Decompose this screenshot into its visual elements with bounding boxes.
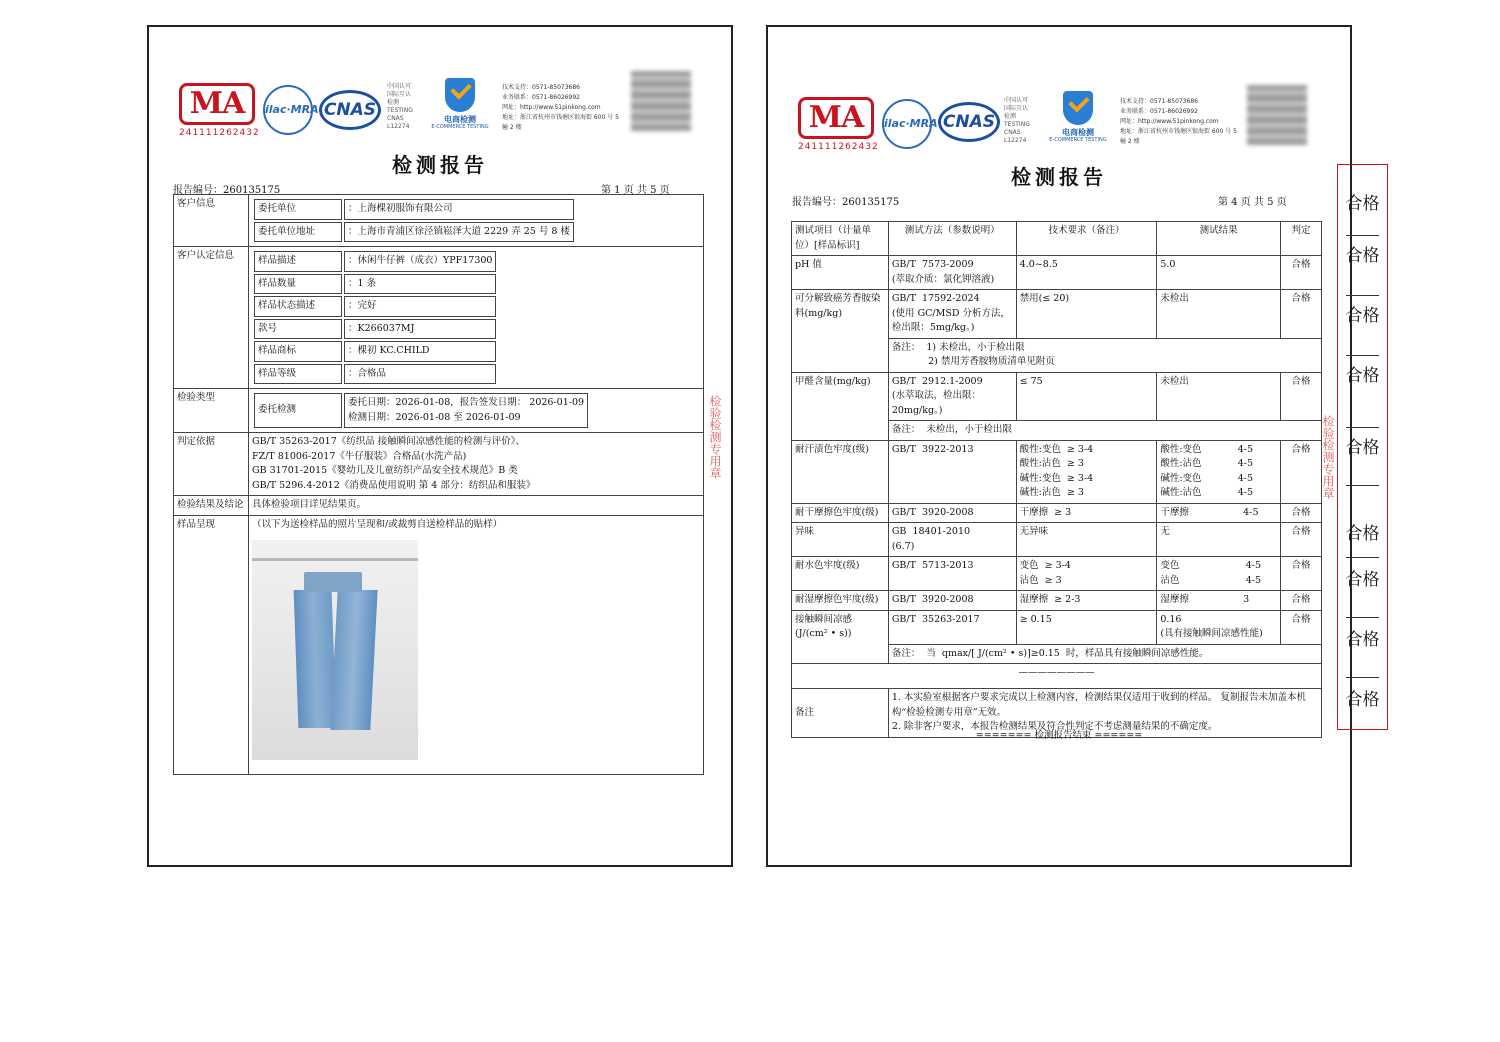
divider: ———————— xyxy=(792,664,1322,689)
contact-info xyxy=(1120,97,1250,147)
verdict-label: 合格 xyxy=(1345,306,1380,326)
divider-row xyxy=(792,664,1322,689)
inspection-type: 委托检测 xyxy=(254,393,342,428)
cnas-caption-line: 国际互认 xyxy=(387,91,412,98)
table-row xyxy=(792,610,1322,644)
client-subtable xyxy=(252,197,576,244)
table-row xyxy=(792,256,1322,290)
field-value: ：K266037MJ xyxy=(344,319,496,340)
verdict-label: 合格 xyxy=(1345,438,1380,458)
test-requirement: 酸性:变色 ≥ 3-4 酸性:沾色 ≥ 3 碱性:变色 ≥ 3-4 碱性:沾色 ≥ 3 xyxy=(1016,440,1157,503)
field-key: 样品数量 xyxy=(254,274,342,295)
test-item: 耐汗渍色牢度(级) xyxy=(792,440,889,503)
column-header: 判定 xyxy=(1281,222,1322,256)
standard-line: FZ/T 81006-2017《牛仔服装》合格品(水洗产品) xyxy=(252,450,467,462)
field-key: 样品描述 xyxy=(254,251,342,272)
row-note: 备注： 当 qmax/[ J/(cm² • s)]≥0.15 时，样品具有接触瞬间凉感性能。 xyxy=(888,644,1321,664)
report-title: 检测报告 xyxy=(1011,165,1107,189)
jeans-leg-left xyxy=(294,590,337,728)
test-item: 甲醛含量(mg/kg) xyxy=(792,372,889,440)
field-value: ：棵初 KC.CHILD xyxy=(344,341,496,362)
cnas-caption-line: 国际互认 xyxy=(1004,105,1029,112)
contact-line: 地址：浙江省杭州市钱塘区银海街 600 号 5 xyxy=(502,114,619,121)
table-row xyxy=(792,440,1322,503)
test-result: 0.16 (具有接触瞬间凉感性能) xyxy=(1157,610,1281,644)
basis-label: 判定依据 xyxy=(174,433,249,496)
inspection-dates xyxy=(344,393,588,428)
test-method: GB/T 3920-2008 xyxy=(888,591,1016,611)
table-header-row xyxy=(792,222,1322,256)
field-key: 委托单位地址 xyxy=(254,222,342,243)
cnas-caption-line: CNAS L12274 xyxy=(387,115,410,130)
field-key: 样品商标 xyxy=(254,341,342,362)
column-header: 测试方法（参数说明） xyxy=(888,222,1016,256)
test-results-body xyxy=(792,222,1322,738)
field-value: ：完好 xyxy=(344,296,496,317)
test-verdict: 合格 xyxy=(1281,372,1322,421)
qr-code xyxy=(1247,85,1307,145)
test-verdict: 合格 xyxy=(1281,591,1322,611)
test-requirement: 变色 ≥ 3-4 沾色 ≥ 3 xyxy=(1016,557,1157,591)
report-info-table xyxy=(173,194,704,775)
verdict-divider xyxy=(1346,355,1379,356)
verdict-label: 合格 xyxy=(1345,366,1380,386)
field-value: ：合格品 xyxy=(344,364,496,385)
row-note: 备注： 1) 未检出，小于检出限 2) 禁用芳香胺物质清单见附页 xyxy=(888,338,1321,372)
test-result: 干摩擦 4-5 xyxy=(1157,503,1281,523)
test-result: 未检出 xyxy=(1157,372,1281,421)
qr-code xyxy=(631,71,691,131)
field-key: 款号 xyxy=(254,319,342,340)
cma-number: 241111262432 xyxy=(179,128,260,138)
test-item: 接触瞬间凉感 (J/(cm² • s)) xyxy=(792,610,889,664)
cnas-caption-line: 检测 xyxy=(387,99,400,106)
ilac-mra-logo: ilac·MRA xyxy=(263,85,313,135)
sample-values xyxy=(249,247,704,389)
cnas-caption-line: 检测 xyxy=(1004,113,1017,120)
verdict-column xyxy=(1337,164,1388,730)
standard-line: GB/T 5296.4-2012《消费品使用说明 第 4 部分：纺织品和服装》 xyxy=(252,479,536,491)
verdict-label: 合格 xyxy=(1345,194,1380,214)
ilac-mra-logo: ilac·MRA xyxy=(882,99,932,149)
test-requirement: 4.0~8.5 xyxy=(1016,256,1157,290)
commission-date: 委托日期：2026-01-08，报告签发日期： 2026-01-09 xyxy=(348,397,585,408)
contact-line: 网址：http://www.51pinkong.com xyxy=(502,104,601,111)
field-value: ：休闲牛仔裤（成衣）YPF17300 xyxy=(344,251,496,272)
test-requirement: 干摩擦 ≥ 3 xyxy=(1016,503,1157,523)
contact-line: 技术支持：0571-85073686 xyxy=(502,84,580,91)
cma-logo xyxy=(798,97,878,159)
test-method: GB 18401-2010 (6.7) xyxy=(888,523,1016,557)
ec-label: 电商检测 xyxy=(1062,128,1094,137)
presentation-content xyxy=(249,515,704,774)
contact-line: 业务联系：0571-86026992 xyxy=(502,94,580,101)
table-row xyxy=(792,290,1322,339)
report-title: 检测报告 xyxy=(392,153,488,177)
standard-line: GB/T 35263-2017《纺织品 接触瞬间凉感性能的检测与评价》、 xyxy=(252,436,526,447)
field-value: ：1 条 xyxy=(344,274,496,295)
contact-line: 业务联系：0571-86026992 xyxy=(1120,108,1198,115)
test-item: 耐湿摩擦色牢度(级) xyxy=(792,591,889,611)
presentation-row xyxy=(174,515,704,774)
contact-info xyxy=(502,83,632,133)
test-requirement: 湿摩擦 ≥ 2-3 xyxy=(1016,591,1157,611)
report-number: 报告编号：260135175 xyxy=(792,197,900,208)
table-row xyxy=(792,372,1322,421)
presentation-label: 样品呈现 xyxy=(174,515,249,774)
test-verdict: 合格 xyxy=(1281,440,1322,503)
field-value: ：上海棵初服饰有限公司 xyxy=(344,199,574,220)
contact-line: 技术支持：0571-85073686 xyxy=(1120,98,1198,105)
basis-row xyxy=(174,433,704,496)
test-method: GB/T 3922-2013 xyxy=(888,440,1016,503)
sample-row xyxy=(174,247,704,389)
sample-photo xyxy=(252,540,418,760)
test-verdict: 合格 xyxy=(1281,290,1322,339)
test-method: GB/T 35263-2017 xyxy=(888,610,1016,644)
cnas-mark: CNAS xyxy=(938,102,1000,142)
cnas-caption-line: 中国认可 xyxy=(387,83,412,90)
presentation-note: （以下为送检样品的照片呈现和/或裁剪自送检样品的贴样） xyxy=(252,518,503,530)
inspection-subtable xyxy=(252,391,590,430)
contact-line: 幢 2 楼 xyxy=(1120,138,1140,145)
test-method: GB/T 7573-2009 (萃取介质：氯化钾溶液) xyxy=(888,256,1016,290)
ec-label: 电商检测 xyxy=(444,115,476,124)
remark-line: 1. 本实验室根据客户要求完成以上检测内容，检测结果仅适用于收到的样品。 复制报告未加盖本机构“检验检测专用章”无效。 xyxy=(891,692,1306,718)
inspection-label: 检验类型 xyxy=(174,389,249,433)
cnas-logo xyxy=(319,85,383,135)
cma-logo xyxy=(179,83,259,145)
report-end-marker: ======= 检测报告结束 ====== xyxy=(975,730,1143,741)
conclusion-row xyxy=(174,496,704,516)
cnas-caption-line: 中国认可 xyxy=(1004,97,1029,104)
contact-line: 网址：http://www.51pinkong.com xyxy=(1120,118,1219,125)
test-method: GB/T 5713-2013 xyxy=(888,557,1016,591)
client-row xyxy=(174,195,704,247)
cnas-mark: CNAS xyxy=(319,90,381,130)
client-label: 客户信息 xyxy=(174,195,249,247)
test-verdict: 合格 xyxy=(1281,557,1322,591)
table-row xyxy=(792,557,1322,591)
test-result: 无 xyxy=(1157,523,1281,557)
verdict-label: 合格 xyxy=(1345,630,1380,650)
test-result: 变色 4-5 沾色 4-5 xyxy=(1157,557,1281,591)
contact-line: 地址：浙江省杭州市钱塘区银海街 600 号 5 xyxy=(1120,128,1237,135)
conclusion-text: 具体检验项目详见结果页。 xyxy=(249,496,704,516)
official-stamp: 检验检测专用章 xyxy=(708,395,722,479)
verdict-label: 合格 xyxy=(1345,690,1380,710)
report-page-4 xyxy=(766,25,1352,867)
report-number: 报告编号：260135175 xyxy=(173,185,281,196)
cma-mark: MA xyxy=(798,97,874,139)
inspection-row xyxy=(174,389,704,433)
basis-values xyxy=(249,433,704,496)
inspection-values xyxy=(249,389,704,433)
report-header xyxy=(149,27,731,147)
sample-subtable xyxy=(252,249,498,386)
client-values xyxy=(249,195,704,247)
field-key: 委托单位 xyxy=(254,199,342,220)
verdict-divider xyxy=(1346,617,1379,618)
sample-label: 客户认定信息 xyxy=(174,247,249,389)
cma-number: 241111262432 xyxy=(798,142,879,152)
ec-sublabel: E-COMMERCE TESTING xyxy=(431,124,489,130)
verdict-divider xyxy=(1346,235,1379,236)
ecommerce-testing-logo xyxy=(1047,91,1107,147)
cnas-caption-line: TESTING xyxy=(1004,121,1030,128)
jeans-leg-right xyxy=(330,590,377,730)
field-key: 样品状态描述 xyxy=(254,296,342,317)
verdict-divider xyxy=(1346,427,1379,428)
test-item: 可分解致癌芳香胺染料(mg/kg) xyxy=(792,290,889,373)
page-indicator: 第 4 页 共 5 页 xyxy=(1218,197,1287,208)
ec-sublabel: E-COMMERCE TESTING xyxy=(1049,137,1107,143)
page-indicator: 第 1 页 共 5 页 xyxy=(601,185,670,196)
column-header: 测试项目（计量单位）[样品标识] xyxy=(792,222,889,256)
field-value: ：上海市青浦区徐泾镇崧泽大道 2229 弄 25 号 8 楼 xyxy=(344,222,574,243)
cma-mark: MA xyxy=(179,83,255,125)
row-note: 备注： 未检出，小于检出限 xyxy=(888,421,1321,441)
verdict-label: 合格 xyxy=(1345,524,1380,544)
test-results-table xyxy=(791,221,1322,738)
test-item: 耐水色牢度(级) xyxy=(792,557,889,591)
test-verdict: 合格 xyxy=(1281,503,1322,523)
remarks-label: 备注 xyxy=(792,689,889,738)
verdict-divider xyxy=(1346,295,1379,296)
verdict-divider xyxy=(1346,485,1379,486)
test-verdict: 合格 xyxy=(1281,523,1322,557)
verdict-divider xyxy=(1346,557,1379,558)
report-header xyxy=(768,27,1350,152)
standard-line: GB 31701-2015《婴幼儿及儿童纺织产品安全技术规范》B 类 xyxy=(252,465,518,476)
conclusion-label: 检验结果及结论 xyxy=(174,496,249,516)
table-row xyxy=(792,591,1322,611)
verdict-label: 合格 xyxy=(1345,246,1380,266)
test-verdict: 合格 xyxy=(1281,610,1322,644)
test-date: 检测日期：2026-01-08 至 2026-01-09 xyxy=(348,411,521,423)
test-requirement: 无异味 xyxy=(1016,523,1157,557)
test-result: 未检出 xyxy=(1157,290,1281,339)
column-header: 技术要求（备注） xyxy=(1016,222,1157,256)
cnas-caption-line: CNAS L12274 xyxy=(1004,129,1027,144)
table-row xyxy=(792,523,1322,557)
contact-line: 幢 2 楼 xyxy=(502,124,522,131)
verdict-label: 合格 xyxy=(1345,570,1380,590)
test-result: 酸性:变色 4-5 酸性:沾色 4-5 碱性:变色 4-5 碱性:沾色 4-5 xyxy=(1157,440,1281,503)
test-requirement: ≥ 0.15 xyxy=(1016,610,1157,644)
test-item: 异味 xyxy=(792,523,889,557)
column-header: 测试结果 xyxy=(1157,222,1281,256)
report-page-1 xyxy=(147,25,733,867)
test-result: 湿摩擦 3 xyxy=(1157,591,1281,611)
test-item: 耐干摩擦色牢度(级) xyxy=(792,503,889,523)
ecommerce-testing-logo xyxy=(429,78,489,134)
test-requirement: 禁用(≤ 20) xyxy=(1016,290,1157,339)
test-method: GB/T 17592-2024 (使用 GC/MSD 分析方法，检出限：5mg/kg。) xyxy=(888,290,1016,339)
cnas-logo xyxy=(938,97,1002,147)
test-result: 5.0 xyxy=(1157,256,1281,290)
remark-line: 2. 除非客户要求，本报告检测结果及符合性判定不考虑测量结果的不确定度。 xyxy=(891,721,1218,732)
test-requirement: ≤ 75 xyxy=(1016,372,1157,421)
cnas-caption xyxy=(1004,97,1044,145)
test-method: GB/T 3920-2008 xyxy=(888,503,1016,523)
cnas-caption-line: TESTING xyxy=(387,107,413,114)
test-verdict: 合格 xyxy=(1281,256,1322,290)
official-stamp: 检验检测专用章 xyxy=(1321,415,1335,499)
test-method: GB/T 2912.1-2009 (水萃取法，检出限：20mg/kg。) xyxy=(888,372,1016,421)
test-item: pH 值 xyxy=(792,256,889,290)
hanger-rail xyxy=(252,558,418,561)
field-key: 样品等级 xyxy=(254,364,342,385)
verdict-divider xyxy=(1346,677,1379,678)
table-row xyxy=(792,503,1322,523)
cnas-caption xyxy=(387,83,427,131)
jeans-waistband xyxy=(304,572,362,592)
